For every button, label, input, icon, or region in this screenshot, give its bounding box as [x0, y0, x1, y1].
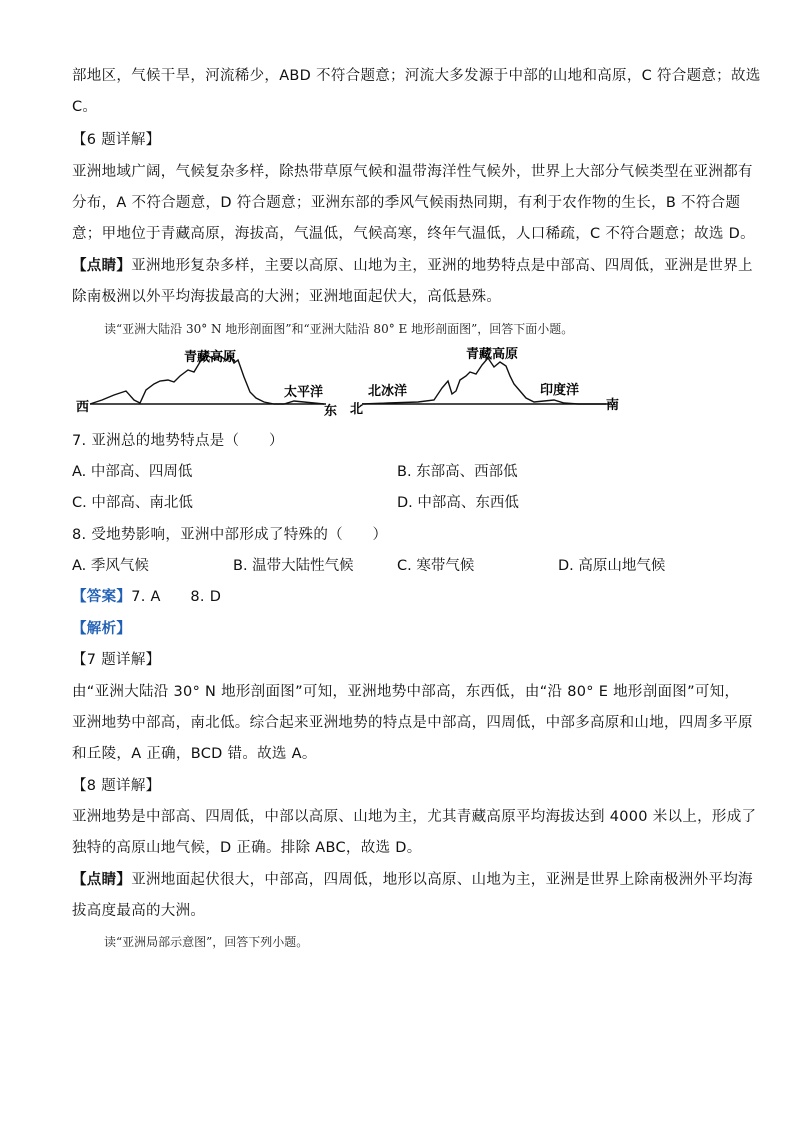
text-line: 部地区，气候干旱，河流稀少，ABD 不符合题意；河流大多发源于中部的山地和高原，C 符合题意；故选 — [72, 68, 761, 84]
text-line: 由“亚洲大陆沿 30° N 地形剖面图”可知，亚洲地势中部高，东西低，由“沿 80° E 地形剖面图”可知， — [72, 684, 740, 700]
section-header: 【7 题详解】 — [72, 652, 161, 668]
option-b[interactable]: B. 东部高、西部低 — [397, 464, 518, 480]
answer-tag: 【答案】 — [72, 589, 132, 605]
text-line: 意；甲地位于青藏高原，海拔高，气温低，气候高寒，终年气温低，人口稀疏，C 不符合题意；故选 D。 — [72, 226, 755, 242]
question-intro: 读“亚洲大陆沿 30° N 地形剖面图”和“亚洲大陆沿 80° E 地形剖面图”，回答下面小题。 — [104, 322, 574, 336]
answer-text: 7. A 8. D — [131, 589, 222, 605]
ocean-label: 太平洋 — [284, 385, 324, 400]
text-line: 亚洲地域广阔，气候复杂多样，除热带草原气候和温带海洋性气候外，世界上大部分气候类型在亚洲都有 — [72, 164, 753, 180]
text-line: 分布，A 不符合题意，D 符合题意；亚洲东部的季风气候雨热同期，有利于农作物的生长，B 不符合题 — [72, 195, 741, 211]
peak-label: 青藏高原 — [466, 347, 519, 362]
question-stem: 7. 亚洲总的地势特点是（ ） — [72, 433, 284, 449]
option-b[interactable]: B. 温带大陆性气候 — [233, 558, 354, 574]
question-stem: 8. 受地势影响，亚洲中部形成了特殊的（ ） — [72, 527, 388, 543]
question-intro: 读“亚洲局部示意图”，回答下列小题。 — [104, 935, 309, 949]
tip-tag: 【点睛】 — [72, 872, 132, 888]
tip-paragraph — [72, 256, 753, 276]
direction-west: 西 — [76, 400, 90, 415]
direction-north: 北 — [350, 402, 364, 417]
text-line: 拔高度最高的大洲。 — [72, 903, 206, 919]
tip-paragraph — [72, 870, 753, 890]
analysis-tag: 【解析】 — [72, 621, 132, 637]
ocean-label-south: 印度洋 — [540, 383, 580, 398]
tip-text: 亚洲地面起伏很大，中部高，四周低，地形以高原、山地为主，亚洲是世界上除南极洲外平均海 — [131, 872, 753, 888]
option-c[interactable]: C. 中部高、南北低 — [72, 495, 193, 511]
profile-80e-figure — [348, 347, 628, 417]
ocean-label-north: 北冰洋 — [368, 384, 408, 399]
option-d[interactable]: D. 高原山地气候 — [558, 558, 666, 574]
option-d[interactable]: D. 中部高、东西低 — [397, 495, 519, 511]
text-line: 独特的高原山地气候，D 正确。排除 ABC，故选 D。 — [72, 840, 422, 856]
tip-tag: 【点睛】 — [72, 258, 132, 274]
text-line: 和丘陵，A 正确，BCD 错。故选 A。 — [72, 746, 317, 762]
tip-text: 亚洲地形复杂多样，主要以高原、山地为主，亚洲的地势特点是中部高、四周低，亚洲是世界上 — [131, 258, 753, 274]
text-line: C。 — [72, 99, 98, 115]
option-a[interactable]: A. 季风气候 — [72, 558, 149, 574]
section-header: 【8 题详解】 — [72, 778, 161, 794]
text-line: 亚洲地势是中部高、四周低，中部以高原、山地为主，尤其青藏高原平均海拔达到 4000 米以上，形成了 — [72, 809, 757, 825]
direction-south: 南 — [606, 398, 620, 413]
direction-east: 东 — [324, 404, 338, 417]
text-line: 除南极洲以外平均海拔最高的大洲；亚洲地面起伏大，高低悬殊。 — [72, 289, 502, 305]
profile-30n-figure — [74, 347, 344, 417]
option-a[interactable]: A. 中部高、四周低 — [72, 464, 193, 480]
option-c[interactable]: C. 寒带气候 — [397, 558, 475, 574]
peak-label: 青藏高原 — [184, 350, 237, 365]
section-header: 【6 题详解】 — [72, 132, 161, 148]
text-line: 亚洲地势中部高，南北低。综合起来亚洲地势的特点是中部高，四周低，中部多高原和山地，四周多平原 — [72, 715, 753, 731]
answer-line — [72, 587, 221, 607]
